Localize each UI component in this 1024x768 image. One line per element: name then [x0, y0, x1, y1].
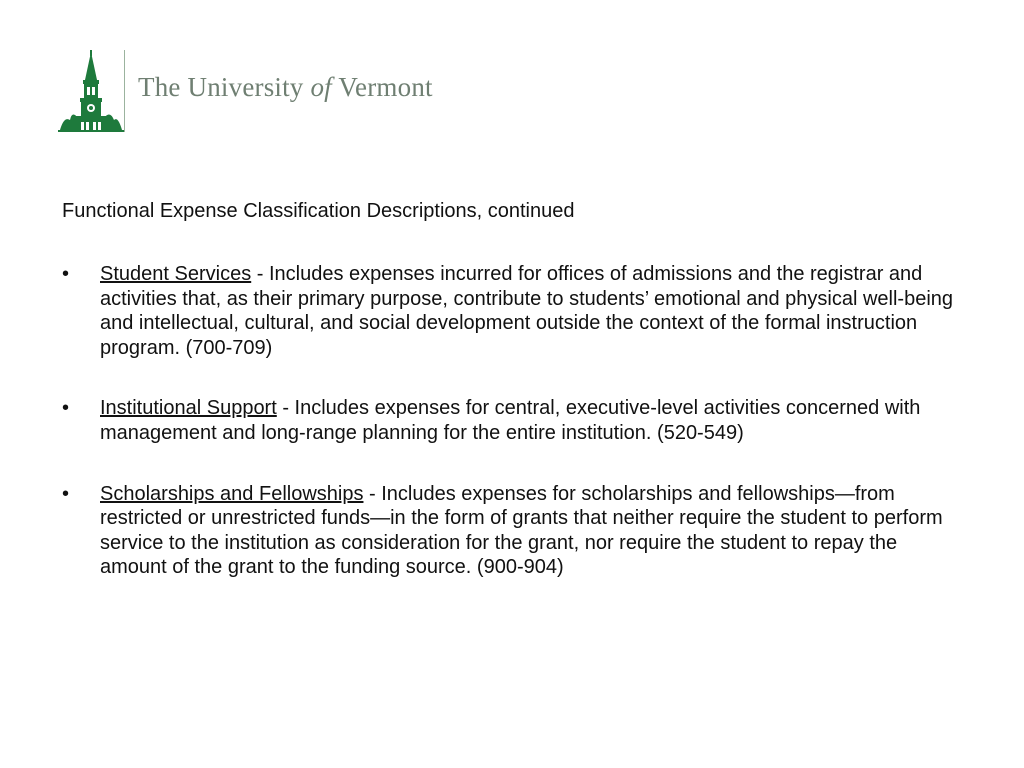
bullet-term: Institutional Support	[100, 397, 277, 420]
slide-title: Functional Expense Classification Descriptions, continued	[62, 200, 575, 222]
bullet-text: - Includes expenses incurred for offices of admissions and the registrar and activities that, as their primary purpose, contribute to students’ emotional and physical well-being and intellectual, cultural, and social development outside the context of the formal instruction program. (700-709)	[100, 263, 954, 359]
logo-divider	[124, 50, 125, 132]
bullet-marker: •	[62, 397, 70, 420]
bullet-student-services	[62, 262, 962, 360]
wordmark-part: The University	[138, 72, 311, 102]
bullet-marker: •	[62, 263, 70, 285]
bullet-term: Scholarships and Fellowships	[100, 482, 364, 505]
bullet-scholarships-fellowships	[62, 482, 962, 580]
slide-content	[62, 198, 962, 616]
university-wordmark	[138, 72, 433, 103]
bullet-term: Student Services	[100, 263, 252, 285]
tower-logo-icon	[58, 50, 128, 134]
bullet-marker: •	[62, 482, 70, 505]
university-logo	[58, 50, 458, 134]
wordmark-part: Vermont	[331, 72, 433, 102]
bullet-list	[62, 262, 962, 580]
wordmark-of: of	[310, 72, 332, 102]
bullet-text: - Includes expenses for scholarships and fellowships—from restricted or unrestricted funds—in the form of grants that neither require the student to perform service to the institution as consideration for the grant, nor require the student to repay the amount of the grant to the funding source. (900-904)	[100, 482, 943, 579]
bullet-text: - Includes expenses for central, executive-level activities concerned with management and long-range planning for the entire institution. (520-549)	[100, 397, 921, 444]
bullet-institutional-support	[62, 396, 962, 445]
